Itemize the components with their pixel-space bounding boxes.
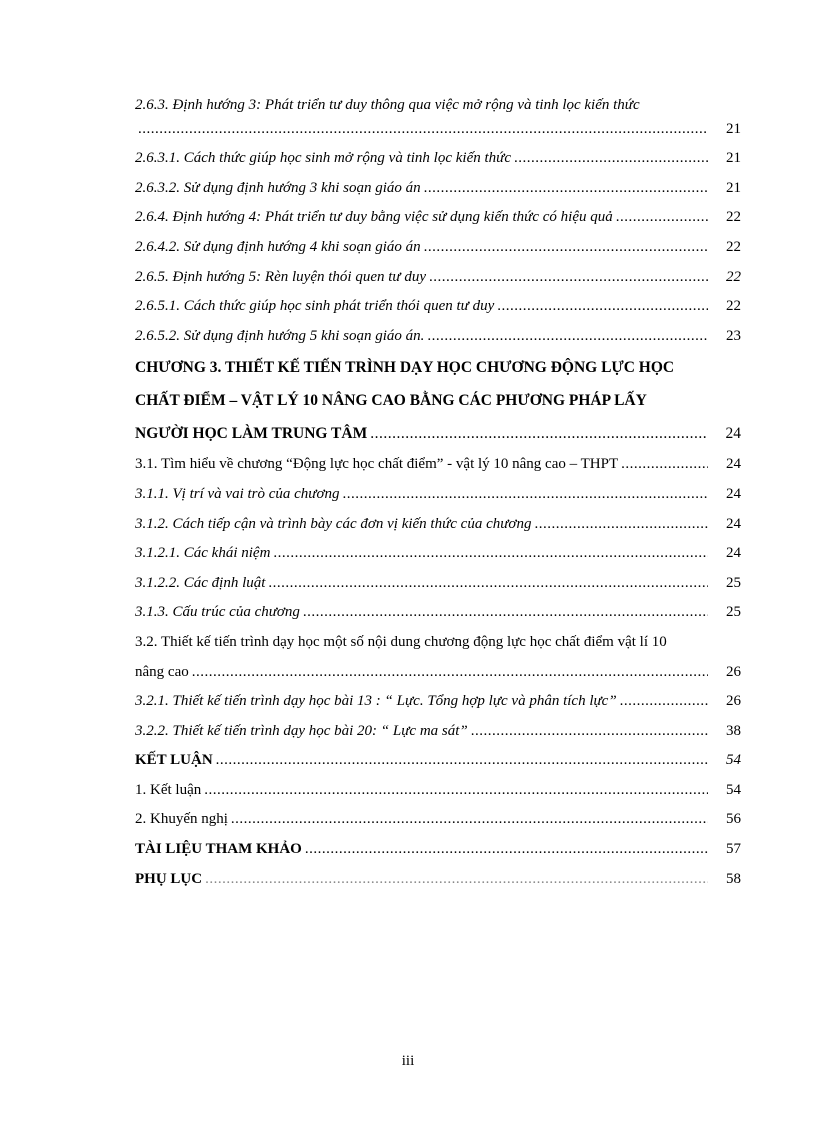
toc-page-number: 24 xyxy=(726,545,741,562)
table-of-contents xyxy=(135,91,741,894)
toc-entry-tai-lieu-tham-khao[interactable] xyxy=(135,835,741,865)
toc-entry-phu-luc[interactable] xyxy=(135,865,741,895)
leader-dots xyxy=(138,115,708,145)
toc-entry-2-6-5-2[interactable] xyxy=(135,322,741,352)
leader-dots xyxy=(303,598,708,628)
toc-entry-title: 2.6.3. Định hướng 3: Phát triển tư duy thông qua việc mở rộng và tinh lọc kiến thức xyxy=(135,97,640,113)
toc-entry-title-line-2: nâng cao xyxy=(135,663,189,680)
toc-entry-1-ket-luan[interactable] xyxy=(135,776,741,806)
leader-dots xyxy=(205,865,708,895)
toc-entry-3-2-2[interactable] xyxy=(135,717,741,747)
toc-entry-3-1-1[interactable] xyxy=(135,480,741,510)
leader-dots xyxy=(216,746,708,776)
leader-dots xyxy=(620,687,708,717)
toc-entry-title: 2.6.4.2. Sử dụng định hướng 4 khi soạn giáo án xyxy=(135,238,421,255)
toc-entry-chapter-3[interactable] xyxy=(135,351,741,450)
toc-entry-title: 1. Kết luận xyxy=(135,781,202,798)
chapter-title-line-1: CHƯƠNG 3. THIẾT KẾ TIẾN TRÌNH DẠY HỌC CHƯƠNG ĐỘNG LỰC HỌC xyxy=(135,359,675,377)
toc-entry-2-6-3[interactable] xyxy=(135,91,741,144)
toc-entry-2-6-4-2[interactable] xyxy=(135,233,741,263)
toc-entry-2-6-4[interactable] xyxy=(135,203,741,233)
toc-entry-2-khuyen-nghi[interactable] xyxy=(135,805,741,835)
leader-dots xyxy=(471,717,708,747)
toc-page-number: 25 xyxy=(726,604,741,621)
toc-entry-title: 2.6.4. Định hướng 4: Phát triển tư duy bằng việc sử dụng kiến thức có hiệu quả xyxy=(135,209,613,226)
toc-page-number: 26 xyxy=(726,663,741,680)
toc-entry-title: 3.2.1. Thiết kế tiến trình dạy học bài 13 : “ Lực. Tổng hợp lực và phân tích lực” xyxy=(135,693,617,710)
toc-entry-title: 2.6.5. Định hướng 5: Rèn luyện thói quen tư duy xyxy=(135,268,426,285)
leader-dots xyxy=(514,144,708,174)
toc-page-number: 57 xyxy=(726,841,741,858)
toc-entry-2-6-5[interactable] xyxy=(135,263,741,293)
toc-entry-title: 3.1.3. Cấu trúc của chương xyxy=(135,604,300,621)
toc-entry-title: 2. Khuyến nghị xyxy=(135,811,228,828)
toc-entry-title: 3.1.2.2. Các định luật xyxy=(135,574,266,591)
toc-page-number: 22 xyxy=(726,268,741,285)
toc-entry-title: TÀI LIỆU THAM KHẢO xyxy=(135,841,302,858)
toc-entry-title: 2.6.3.2. Sử dụng định hướng 3 khi soạn giáo án xyxy=(135,179,421,196)
toc-page-number: 54 xyxy=(726,781,741,798)
toc-page-number: 24 xyxy=(726,485,741,502)
leader-dots xyxy=(343,480,709,510)
toc-entry-2-6-3-1[interactable] xyxy=(135,144,741,174)
leader-dots xyxy=(192,658,708,688)
leader-dots xyxy=(534,510,708,540)
toc-entry-title: 3.2.2. Thiết kế tiến trình dạy học bài 20: “ Lực ma sát” xyxy=(135,722,468,739)
toc-entry-title: 3.1.1. Vị trí và vai trò của chương xyxy=(135,485,340,502)
toc-page-number: 22 xyxy=(726,298,741,315)
leader-dots xyxy=(305,835,708,865)
leader-dots xyxy=(268,569,708,599)
toc-entry-title: KẾT LUẬN xyxy=(135,752,213,769)
chapter-title-line-3: NGƯỜI HỌC LÀM TRUNG TÂM xyxy=(135,425,368,443)
toc-entry-title: 3.1.2.1. Các khái niệm xyxy=(135,545,271,562)
leader-dots xyxy=(497,292,708,322)
toc-page-number: 21 xyxy=(726,150,741,167)
toc-page-number: 24 xyxy=(726,515,741,532)
toc-entry-3-1-3[interactable] xyxy=(135,598,741,628)
leader-dots xyxy=(424,174,708,204)
leader-dots xyxy=(231,805,708,835)
leader-dots xyxy=(273,539,708,569)
toc-page-number: 22 xyxy=(726,238,741,255)
leader-dots xyxy=(424,233,708,263)
toc-page-number: 21 xyxy=(726,120,741,137)
leader-dots xyxy=(621,450,708,480)
toc-entry-3-1-2-2[interactable] xyxy=(135,569,741,599)
leader-dots xyxy=(429,263,708,293)
leader-dots xyxy=(427,322,708,352)
toc-entry-title: 2.6.3.1. Cách thức giúp học sinh mở rộng và tinh lọc kiến thức xyxy=(135,150,511,167)
toc-entry-3-1[interactable] xyxy=(135,450,741,480)
toc-page-number: 23 xyxy=(726,327,741,344)
toc-entry-title: PHỤ LỤC xyxy=(135,870,203,887)
toc-page-number: 26 xyxy=(726,693,741,710)
toc-entry-3-2-1[interactable] xyxy=(135,687,741,717)
toc-page-number: 56 xyxy=(726,811,741,828)
leader-dots xyxy=(204,776,708,806)
chapter-title-line-2: CHẤT ĐIỂM – VẬT LÝ 10 NÂNG CAO BẰNG CÁC PHƯƠNG PHÁP LẤY xyxy=(135,392,647,410)
toc-page-number: 58 xyxy=(726,870,741,887)
toc-page-number: 21 xyxy=(726,179,741,196)
toc-entry-title: 2.6.5.1. Cách thức giúp học sinh phát triển thói quen tư duy xyxy=(135,298,495,315)
toc-entry-3-1-2[interactable] xyxy=(135,510,741,540)
toc-entry-3-1-2-1[interactable] xyxy=(135,539,741,569)
toc-entry-ket-luan[interactable] xyxy=(135,746,741,776)
toc-page-number: 38 xyxy=(726,722,741,739)
toc-entry-title: 2.6.5.2. Sử dụng định hướng 5 khi soạn giáo án. xyxy=(135,327,425,344)
toc-entry-2-6-3-2[interactable] xyxy=(135,174,741,204)
toc-page-number: 22 xyxy=(726,209,741,226)
toc-entry-3-2[interactable] xyxy=(135,628,741,687)
toc-entry-title-line-1: 3.2. Thiết kế tiến trình dạy học một số nội dung chương động lực học chất điểm vật lí 10 xyxy=(135,633,667,650)
toc-page-number: 24 xyxy=(725,425,741,443)
toc-entry-2-6-5-1[interactable] xyxy=(135,292,741,322)
leader-dots xyxy=(370,417,708,450)
toc-page-number: 25 xyxy=(726,574,741,591)
toc-entry-title: 3.1.2. Cách tiếp cận và trình bày các đơn vị kiến thức của chương xyxy=(135,515,532,532)
leader-dots xyxy=(616,203,708,233)
page-number-footer: iii xyxy=(401,1053,415,1069)
toc-page-number: 24 xyxy=(726,456,741,473)
toc-page-number: 54 xyxy=(726,752,741,769)
toc-entry-title: 3.1. Tìm hiểu về chương “Động lực học chất điểm” - vật lý 10 nâng cao – THPT xyxy=(135,456,619,473)
